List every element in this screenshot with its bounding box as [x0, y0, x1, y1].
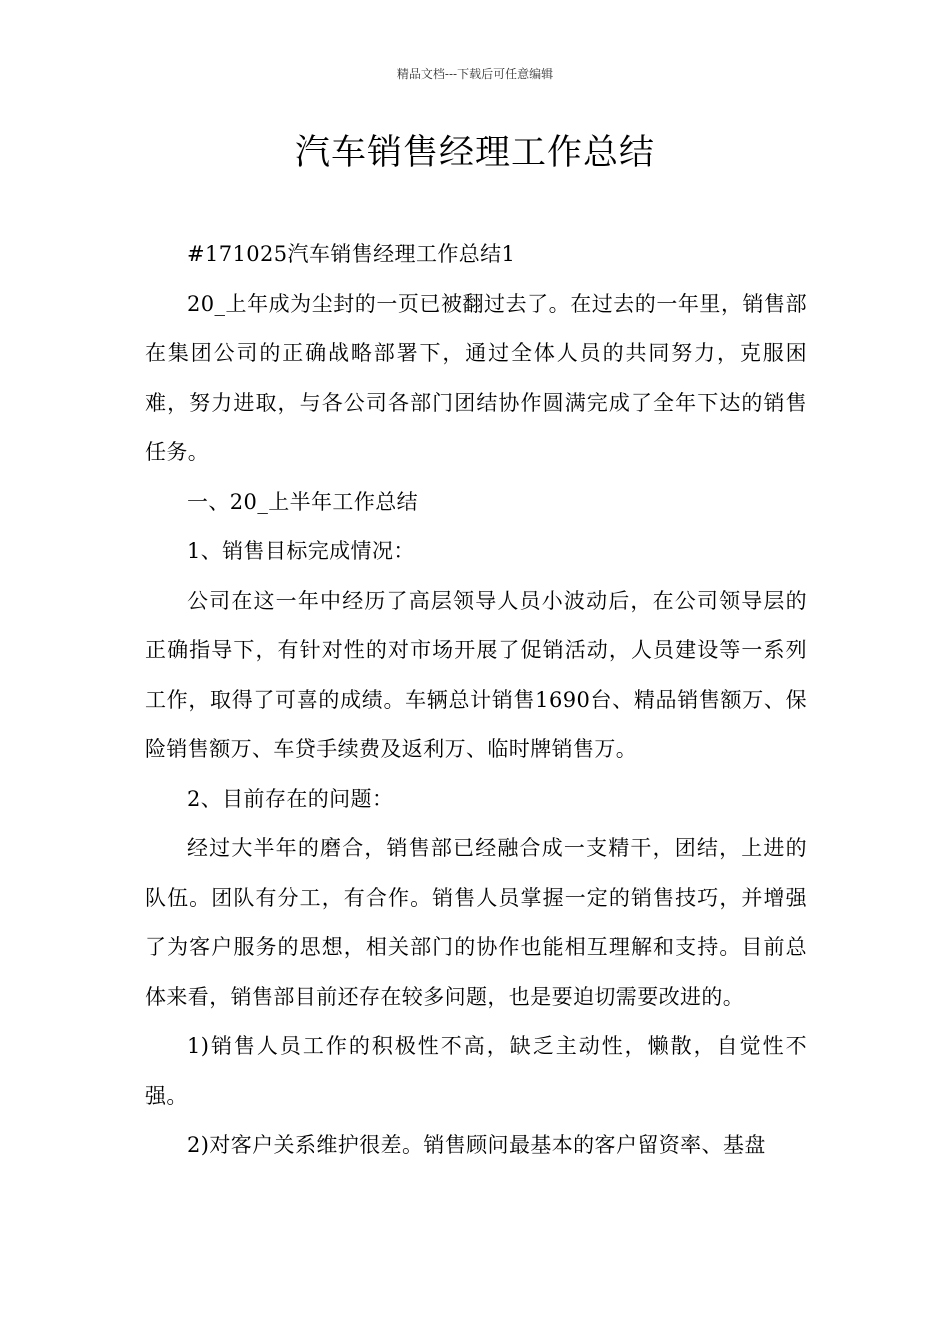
paragraph-team-status: 经过大半年的磨合，销售部已经融合成一支精干，团结，上进的队伍。团队有分工，有合作。销售人员掌握一定的销售技巧，并增强了为客户服务的思想，相关部门的协作也能相互理解和支持。目前总体来看，销售部目前还存在较多问题，也是要迫切需要改进的。	[145, 836, 807, 1009]
paragraph-intro: 20_上年成为尘封的一页已被翻过去了。在过去的一年里，销售部在集团公司的正确战略部署下，通过全体人员的共同努力，克服困难，努力进取，与各公司各部门团结协作圆满完成了全年下达的销售任务。	[145, 291, 807, 464]
paragraph-sales-results: 公司在这一年中经历了高层领导人员小波动后，在公司领导层的正确指导下，有针对性的对市场开展了促销活动，人员建设等一系列工作，取得了可喜的成绩。车辆总计销售1690台、精品销售额万、保险销售额万、车贷手续费及返利万、临时牌销售万。	[145, 588, 807, 761]
subsection-heading: 1、销售目标完成情况：	[187, 539, 415, 563]
subsection-heading: 2、目前存在的问题：	[187, 786, 394, 811]
header-note: 精品文档---下载后可任意编辑	[396, 67, 554, 81]
section-heading: 一、20_上半年工作总结	[187, 489, 419, 514]
list-item-problem: 1)销售人员工作的积极性不高，缺乏主动性，懒散，自觉性不强。	[145, 1034, 807, 1108]
document-body	[145, 230, 807, 1171]
paragraph-subtitle: #171025汽车销售经理工作总结1	[187, 242, 516, 266]
document-title: 汽车销售经理工作总结	[294, 133, 655, 173]
list-item-problem: 2)对客户关系维护很差。销售顾问最基本的客户留资率、基盘	[187, 1133, 766, 1157]
